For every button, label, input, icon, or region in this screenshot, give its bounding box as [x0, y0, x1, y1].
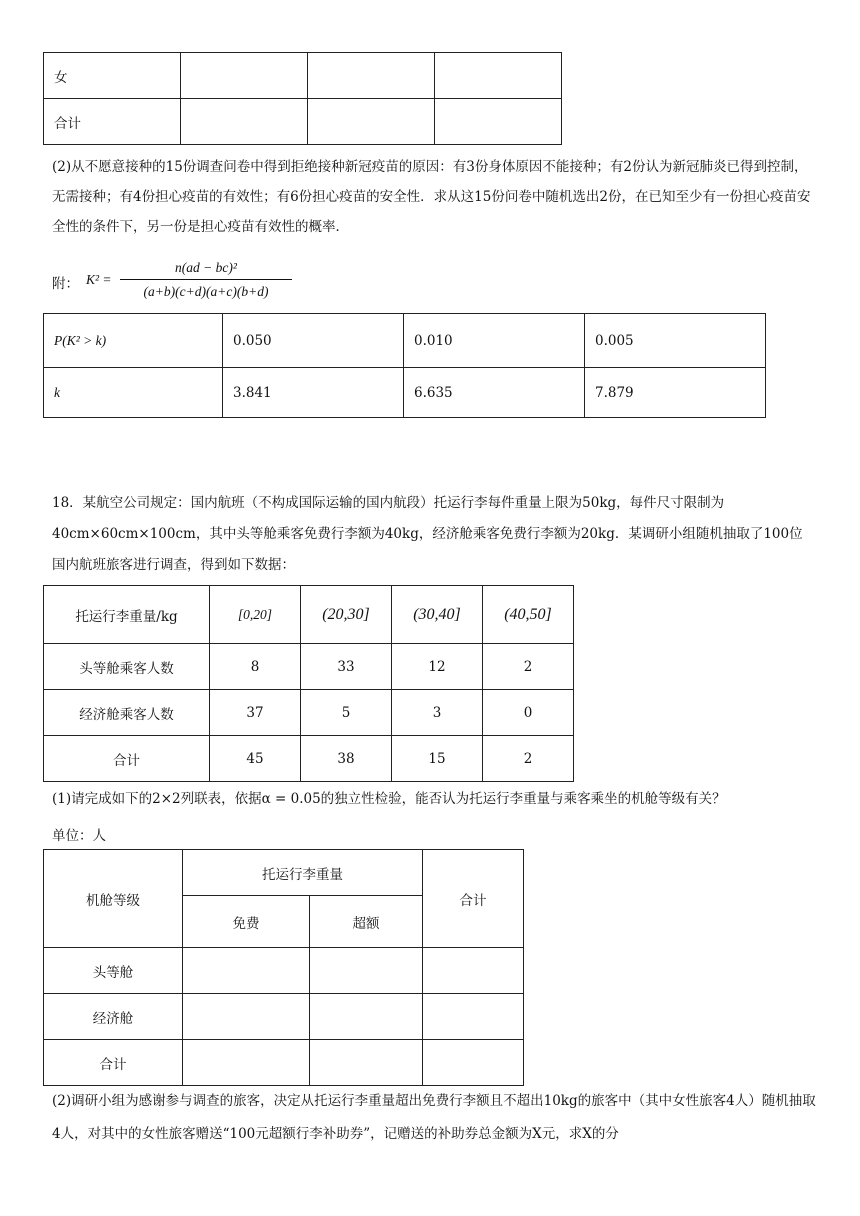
top-table-cell — [308, 99, 435, 145]
k-value: 7.879 — [595, 384, 634, 401]
table-row — [44, 994, 524, 1040]
top-table-cell — [181, 99, 308, 145]
cell-value: 5 — [341, 704, 351, 721]
row-label — [44, 644, 210, 690]
row-label-female: 女 — [54, 69, 68, 86]
top-table-cell — [308, 53, 435, 99]
weight-group-header — [183, 850, 423, 896]
cell-value: 2 — [523, 750, 533, 767]
cabin-header — [44, 850, 183, 948]
top-table-cell — [435, 99, 562, 145]
row-label — [44, 948, 183, 994]
k-table-cell — [585, 314, 766, 368]
row-label — [44, 1040, 183, 1086]
formula-fraction — [118, 257, 294, 302]
k-table-cell — [585, 368, 766, 418]
cell-value: 45 — [246, 750, 264, 767]
formula-denominator: (a+b)(c+d)(a+c)(b+d) — [143, 284, 269, 299]
empty-cell — [423, 1040, 524, 1086]
cell-value: 15 — [428, 750, 446, 767]
top-table-cell — [44, 99, 181, 145]
table-row — [44, 1040, 524, 1086]
empty-cell — [310, 1040, 423, 1086]
k-table-cell — [223, 368, 404, 418]
row-label-text: 经济舱 — [92, 1010, 134, 1027]
cell-value: 33 — [337, 658, 355, 675]
formula-lhs: K² = — [86, 272, 112, 287]
p-value: 0.005 — [595, 332, 634, 349]
table-row — [44, 948, 524, 994]
interval-header — [210, 586, 301, 644]
cell-value: 2 — [523, 658, 533, 675]
interval-header — [301, 586, 392, 644]
free-header — [183, 896, 310, 948]
empty-cell — [310, 948, 423, 994]
p-k-label: P(K² > k) — [54, 332, 107, 348]
k-table-header-cell — [44, 368, 223, 418]
cell-value: 8 — [250, 658, 260, 675]
empty-cell — [183, 994, 310, 1040]
cell-value: 37 — [246, 704, 264, 721]
free-label: 免费 — [232, 915, 260, 932]
p-value: 0.010 — [414, 332, 453, 349]
critical-value-table — [43, 313, 766, 418]
interval-header — [483, 586, 574, 644]
empty-cell — [423, 948, 524, 994]
table-cell — [483, 690, 574, 736]
row-label-total: 合计 — [54, 115, 81, 132]
table-cell — [210, 690, 301, 736]
q18-part2-text: (2)调研小组为感谢参与调查的旅客，决定从托运行李重量超出免费行李额且不超出10kg的旅客中（其中女性旅客4人）随机抽取4人，对其中的女性旅客赠送“100元超额行李补助券”，记赠送的补助券总金额为X元，求X的分 — [52, 1093, 816, 1142]
row-label — [44, 736, 210, 782]
interval-label: (40,50] — [504, 605, 552, 623]
k-table-cell — [404, 314, 585, 368]
table-row — [44, 736, 574, 782]
row-label-text: 头等舱乘客人数 — [79, 660, 174, 677]
table-cell — [392, 644, 483, 690]
table-cell — [301, 736, 392, 782]
row-label — [44, 994, 183, 1040]
weight-group-label: 托运行李重量 — [262, 866, 343, 883]
k-value: 3.841 — [233, 384, 272, 401]
row-label-text: 经济舱乘客人数 — [79, 706, 174, 723]
cell-value: 3 — [432, 704, 442, 721]
top-table-cell — [181, 53, 308, 99]
excess-header — [310, 896, 423, 948]
weight-header — [44, 586, 210, 644]
weight-table — [43, 585, 574, 782]
row-label-text: 合计 — [113, 752, 140, 769]
excess-label: 超额 — [352, 915, 380, 932]
total-header — [423, 850, 524, 948]
table-cell — [210, 736, 301, 782]
empty-cell — [183, 1040, 310, 1086]
interval-label: [0,20] — [237, 606, 273, 622]
empty-cell — [183, 948, 310, 994]
q17-part2-text: (2)从不愿意接种的15份调查问卷中得到拒绝接种新冠疫苗的原因：有3份身体原因不能接种；有2份认为新冠肺炎已得到控制，无需接种；有4份担心疫苗的有效性；有6份担心疫苗的安全性．求从这15份问卷中随机选出2份，在已知至少有一份担心疫苗安全性的条件下，另一份是担心疫苗有效性的概率． — [52, 159, 811, 235]
k-table-cell — [223, 314, 404, 368]
table-cell — [392, 690, 483, 736]
table-cell — [483, 736, 574, 782]
interval-header — [392, 586, 483, 644]
cell-value: 0 — [523, 704, 533, 721]
q18-part1-text: (1)请完成如下的2×2列联表，依据α = 0.05的独立性检验，能否认为托运行李重量与乘客乘坐的机舱等级有关？ — [52, 791, 726, 807]
total-header-label: 合计 — [459, 892, 487, 909]
k-label: k — [54, 384, 60, 400]
table-cell — [210, 644, 301, 690]
cell-value: 12 — [428, 658, 446, 675]
k-table-cell — [404, 368, 585, 418]
interval-label: (30,40] — [413, 605, 461, 623]
table-row — [44, 690, 574, 736]
unit-label: 单位：人 — [52, 828, 106, 844]
table-cell — [483, 644, 574, 690]
table-row — [44, 644, 574, 690]
table-cell — [301, 690, 392, 736]
interval-label: (20,30] — [322, 605, 370, 623]
p-value: 0.050 — [233, 332, 272, 349]
top-table-cell — [44, 53, 181, 99]
q18-intro-text: 18．某航空公司规定：国内航班（不构成国际运输的国内航段）托运行李每件重量上限为50kg，每件尺寸限制为40cm×60cm×100cm，其中头等舱乘客免费行李额为40kg，经济舱乘客免费行李额为20kg．某调研小组随机抽取了100位国内航班旅客进行调查，得到如下数据： — [52, 495, 803, 573]
empty-cell — [310, 994, 423, 1040]
table-cell — [301, 644, 392, 690]
empty-cell — [423, 994, 524, 1040]
top-table-cell — [435, 53, 562, 99]
cabin-header-label: 机舱等级 — [86, 892, 140, 909]
row-label-text: 头等舱 — [92, 964, 134, 981]
formula-numerator: n(ad − bc)² — [175, 260, 237, 275]
weight-header-label: 托运行李重量/kg — [75, 608, 178, 625]
cell-value: 38 — [337, 750, 355, 767]
row-label — [44, 690, 210, 736]
k-value: 6.635 — [414, 384, 453, 401]
table-cell — [392, 736, 483, 782]
k-table-header-cell — [44, 314, 223, 368]
row-label-text: 合计 — [99, 1056, 127, 1073]
appendix-label: 附： — [52, 276, 79, 292]
top-table — [43, 52, 562, 145]
contingency-table — [43, 849, 524, 1086]
